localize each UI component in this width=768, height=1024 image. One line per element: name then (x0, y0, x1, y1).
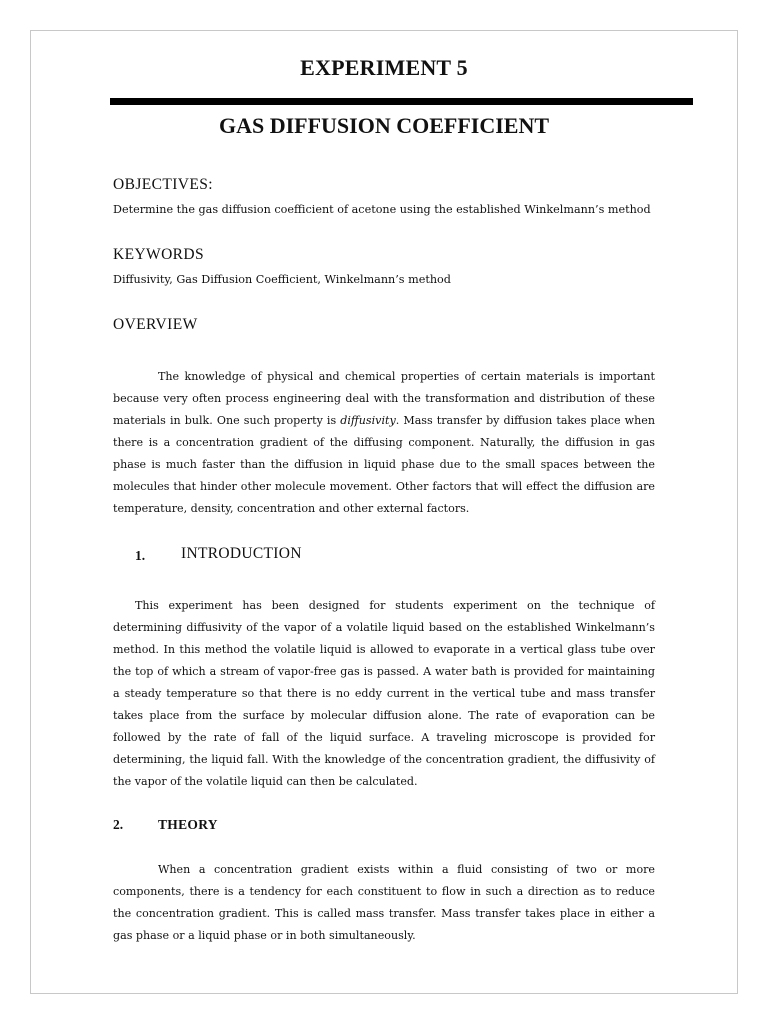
overview-text-after: . Mass transfer by diffusion takes place when there is a concentration gradient of the diffusing component. Naturally, the diffusion in gas phase is much faster than the diffusion in liquid phase due to the small spaces between the molecules that hinder other molecule movement. Other factors that will effect the diffusion are temperature, density, concentration and other external factors. (113, 414, 655, 515)
objectives-heading: OBJECTIVES: (113, 176, 213, 193)
introduction-heading: INTRODUCTION (181, 545, 302, 562)
main-title: GAS DIFFUSION COEFFICIENT (218, 113, 550, 138)
introduction-paragraph (113, 595, 655, 793)
introduction-number: 1. (135, 548, 146, 563)
keywords-text: Diffusivity, Gas Diffusion Coefficient, Winkelmann’s method (113, 273, 451, 286)
theory-heading: THEORY (158, 817, 218, 832)
objectives-text: Determine the gas diffusion coefficient of acetone using the established Winkelmann’s method (113, 203, 651, 216)
theory-text: When a concentration gradient exists within a fluid consisting of two or more components, there is a tendency for each constituent to flow in such a direction as to reduce the concentration gradient. This is called mass transfer. Mass transfer takes place in either a gas phase or a liquid phase or in both simultaneously. (113, 863, 655, 942)
overview-text-before: The knowledge of physical and chemical properties of certain materials is important because very often process engineering deal with the transformation and distribution of these materials in bulk. One such property is (113, 370, 655, 427)
theory-number: 2. (113, 817, 124, 832)
overview-text-italic: diffusivity (340, 414, 396, 427)
overview-heading: OVERVIEW (113, 316, 198, 333)
overview-paragraph (113, 366, 655, 520)
theory-paragraph (113, 859, 655, 947)
introduction-text: This experiment has been designed for students experiment on the technique of determining diffusivity of the vapor of a volatile liquid based on the established Winkelmann’s method. In this method the volatile liquid is allowed to evaporate in a vertical glass tube over the top of which a stream of vapor-free gas is passed. A water bath is provided for maintaining a steady temperature so that there is no eddy current in the vertical tube and mass transfer takes place from the surface by molecular diffusion alone. The rate of evaporation can be followed by the rate of fall of the liquid surface. A traveling microscope is provided for determining, the liquid fall. With the knowledge of the concentration gradient, the diffusivity of the vapor of the volatile liquid can then be calculated. (113, 599, 655, 788)
title-divider (110, 98, 693, 105)
experiment-title: EXPERIMENT 5 (300, 55, 468, 80)
keywords-heading: KEYWORDS (113, 246, 205, 263)
